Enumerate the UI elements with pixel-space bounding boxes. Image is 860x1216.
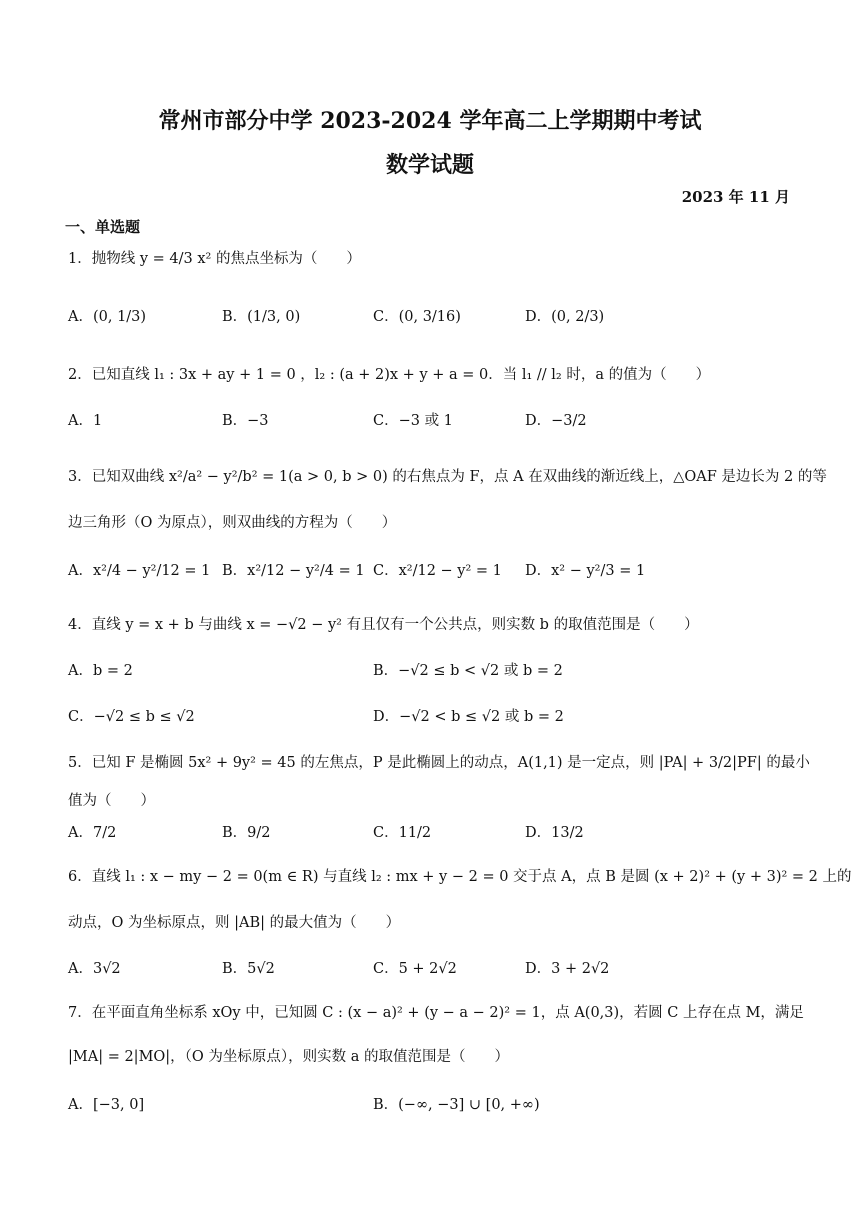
question-1-option-d: D．(0, 2/3) [525,309,605,325]
exam-subtitle: 数学试题 [385,152,474,178]
exam-title: 常州市部分中学 2023-2024 学年高二上学期期中考试 [158,108,702,134]
question-2-option-d: D．−3/2 [525,413,587,429]
question-5-stem-line1: 5．已知 F 是椭圆 5x² + 9y² = 45 的左焦点，P 是此椭圆上的动点，A(1,1) 是一定点，则 |PA| + 3/2|PF| 的最小 [68,755,810,771]
question-7-option-b: B．(−∞, −3] ∪ [0, +∞) [373,1097,540,1113]
question-4-option-c: C．−√2 ≤ b ≤ √2 [68,709,195,725]
question-3-option-a: A．x²/4 − y²/12 = 1 [68,563,211,579]
question-6-stem-line1: 6．直线 l₁ : x − my − 2 = 0(m ∈ R) 与直线 l₂ : mx + y − 2 = 0 交于点 A，点 B 是圆 (x + 2)² + (y + 3)² = 2 上的 [68,869,852,885]
question-6-option-c: C．5 + 2√2 [373,961,457,977]
question-1-stem: 1．抛物线 y = 4/3 x² 的焦点坐标为（ ） [68,251,361,267]
question-2-option-c: C．−3 或 1 [373,413,453,429]
question-6-option-b: B．5√2 [222,961,275,977]
question-5-option-b: B．9/2 [222,825,271,841]
question-2-option-b: B．−3 [222,413,269,429]
section-heading: 一、单选题 [65,218,141,236]
question-1-option-a: A．(0, 1/3) [68,309,147,325]
question-3-option-c: C．x²/12 − y² = 1 [373,563,502,579]
exam-date: 2023 年 11 月 [681,188,790,206]
question-7-stem-line2: |MA| = 2|MO|，（O 为坐标原点），则实数 a 的取值范围是（ ） [68,1049,510,1065]
question-6-option-a: A．3√2 [68,961,121,977]
question-3-option-b: B．x²/12 − y²/4 = 1 [222,563,365,579]
question-5-stem-line2: 值为（ ） [68,793,155,809]
question-1-option-b: B．(1/3, 0) [222,309,301,325]
question-3-stem-line2: 边三角形（O 为原点），则双曲线的方程为（ ） [68,515,397,531]
question-7-stem-line1: 7．在平面直角坐标系 xOy 中，已知圆 C : (x − a)² + (y − a − 2)² = 1，点 A(0,3)，若圆 C 上存在点 M，满足 [68,1005,804,1021]
question-5-option-a: A．7/2 [68,825,117,841]
question-4-option-d: D．−√2 < b ≤ √2 或 b = 2 [373,709,564,725]
question-3-option-d: D．x² − y²/3 = 1 [525,563,646,579]
question-2-option-a: A．1 [68,413,103,429]
question-6-option-d: D．3 + 2√2 [525,961,610,977]
question-4-stem: 4．直线 y = x + b 与曲线 x = −√2 − y² 有且仅有一个公共点，则实数 b 的取值范围是（ ） [68,617,699,633]
question-5-option-c: C．11/2 [373,825,432,841]
question-2-stem: 2．已知直线 l₁ : 3x + ay + 1 = 0 ，l₂ : (a + 2)x + y + a = 0．当 l₁ // l₂ 时，a 的值为（ ） [68,367,711,383]
question-6-stem-line2: 动点，O 为坐标原点，则 |AB| 的最大值为（ ） [68,915,401,931]
question-4-option-b: B．−√2 ≤ b < √2 或 b = 2 [373,663,563,679]
question-7-option-a: A．[−3, 0] [68,1097,145,1113]
question-1-option-c: C．(0, 3/16) [373,309,461,325]
question-3-stem-line1: 3．已知双曲线 x²/a² − y²/b² = 1(a > 0, b > 0) 的右焦点为 F，点 A 在双曲线的渐近线上，△OAF 是边长为 2 的等 [68,469,827,485]
question-5-option-d: D．13/2 [525,825,584,841]
question-4-option-a: A．b = 2 [68,663,133,679]
